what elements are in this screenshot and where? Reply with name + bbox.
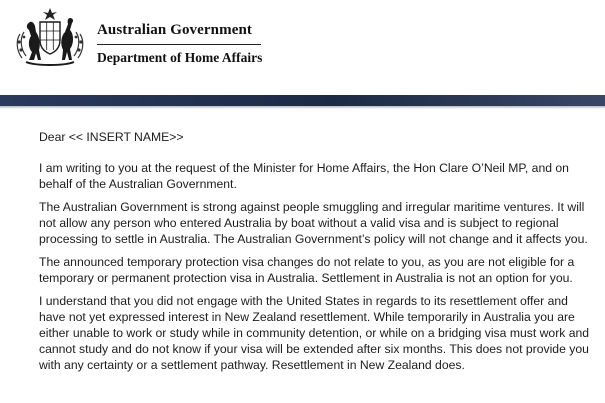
paragraph: I understand that you did not engage with the United States in regards to its resettlement offer and have not yet expressed interest in New Zealand resettlement. While temporarily in Australia you are either unable to work or study while in community detention, or while on a bridging visa must work and cannot study and do not know if your visa will be extended after six months. This does not provide you with any certainty or a settlement pathway. Resettlement in New Zealand does.: [39, 294, 590, 372]
letterhead-band: [0, 95, 605, 106]
paragraph: The Australian Government is strong against people smuggling and irregular maritime ventures. It will not allow any person who entered Australia by boat without a valid visa and is subject to regional processing to settle in Australia. The Australian Government’s policy will not change and it affects you.: [39, 200, 588, 246]
commonwealth-coat-of-arms-icon: [12, 6, 88, 68]
agency-title: [97, 22, 262, 66]
letter-body: [39, 129, 595, 380]
letterhead-band-shadow: [0, 106, 605, 109]
government-name: Australian Government: [97, 22, 253, 38]
salutation: Dear << INSERT NAME>>: [39, 130, 184, 144]
letterhead: [0, 0, 605, 95]
department-name: Department of Home Affairs: [97, 50, 263, 65]
paragraph: I am writing to you at the request of the Minister for Home Affairs, the Hon Clare O’Neil MP, and on behalf of the Australian Government.: [39, 161, 569, 191]
paragraph: The announced temporary protection visa changes do not relate to you, as you are not eligible for a temporary or permanent protection visa in Australia. Settlement in Australia is not an option for you.: [39, 255, 575, 285]
